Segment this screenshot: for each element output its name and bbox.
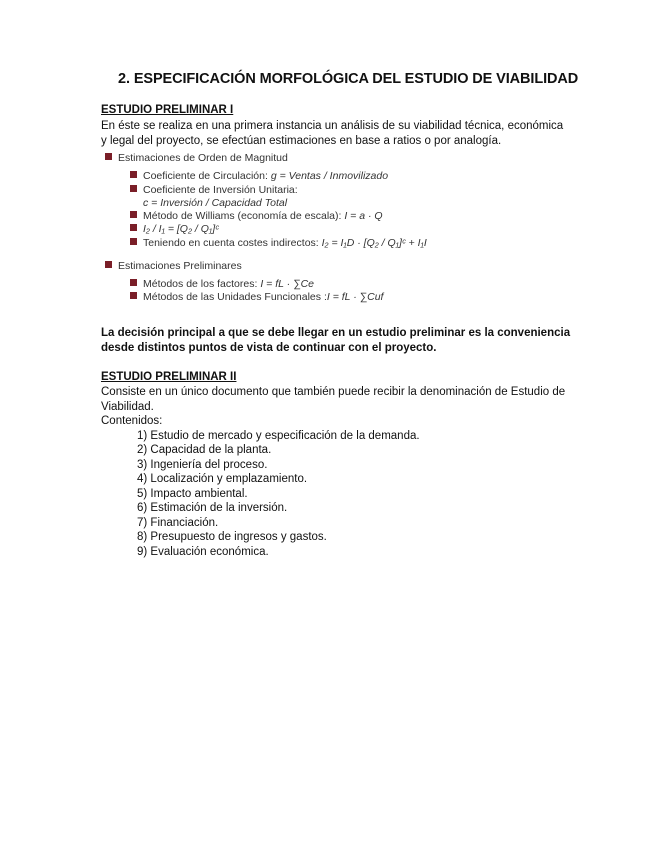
square-bullet-icon — [130, 279, 137, 286]
bullet-order-of-magnitude: Estimaciones de Orden de Magnitud — [105, 152, 288, 165]
square-bullet-icon — [130, 292, 137, 299]
square-bullet-icon — [130, 224, 137, 231]
contents-item: 7) Financiación. — [137, 517, 219, 529]
square-bullet-icon — [130, 238, 137, 245]
bullet-unit-investment-coefficient: Coeficiente de Inversión Unitaria: — [130, 184, 298, 197]
bullet-williams-method: Método de Williams (economía de escala): I = a · Q — [130, 210, 383, 223]
contents-item: 3) Ingeniería del proceso. — [137, 459, 268, 471]
section1-conclusion: La decisión principal a que se debe llegar en un estudio preliminar es la conveniencia desde distintos puntos de vista de continuar con el proyecto. — [101, 327, 571, 354]
square-bullet-icon — [105, 153, 112, 160]
contents-item: 5) Impacto ambiental. — [137, 488, 248, 500]
square-bullet-icon — [130, 211, 137, 218]
contents-item: 9) Evaluación económica. — [137, 546, 269, 558]
contents-item: 4) Localización y emplazamiento. — [137, 473, 308, 485]
section1-intro: En éste se realiza en una primera instancia un análisis de su viabilidad técnica, económica y legal del proyecto, se efectúan estimaciones en base a ratios o por analogía. — [101, 120, 564, 147]
section1-heading: ESTUDIO PRELIMINAR I — [101, 104, 234, 116]
contents-item: 6) Estimación de la inversión. — [137, 502, 288, 514]
square-bullet-icon — [130, 185, 137, 192]
contents-item: 8) Presupuesto de ingresos y gastos. — [137, 531, 327, 543]
contents-label: Contenidos: — [101, 415, 163, 427]
unit-investment-formula: c = Inversión / Capacidad Total — [143, 197, 288, 209]
page-title: 2. ESPECIFICACIÓN MORFOLÓGICA DEL ESTUDIO DE VIABILIDAD — [118, 71, 579, 87]
bullet-williams-ratio: I₂ / I₁ = [Q₂ / Q₁]ᶜ — [130, 223, 219, 236]
bullet-circulation-coefficient: Coeficiente de Circulación: g = Ventas / Inmovilizado — [130, 170, 388, 183]
square-bullet-icon — [105, 261, 112, 268]
contents-item: 2) Capacidad de la planta. — [137, 444, 272, 456]
section2-intro: Consiste en un único documento que también puede recibir la denominación de Estudio de Viabilidad. — [101, 386, 566, 413]
bullet-factors-method: Métodos de los factores: I = fL · ∑Ce — [130, 278, 314, 291]
bullet-functional-units-method: Métodos de las Unidades Funcionales :I = fL · ∑Cuf — [130, 291, 383, 304]
bullet-indirect-costs: Teniendo en cuenta costes indirectos: I₂ = I₁D · [Q₂ / Q₁]ᶜ + I₁I — [130, 237, 427, 250]
contents-item: 1) Estudio de mercado y especificación de la demanda. — [137, 430, 420, 442]
bullet-preliminary-estimates: Estimaciones Preliminares — [105, 260, 242, 273]
square-bullet-icon — [130, 171, 137, 178]
section2-heading: ESTUDIO PRELIMINAR II — [101, 371, 237, 383]
